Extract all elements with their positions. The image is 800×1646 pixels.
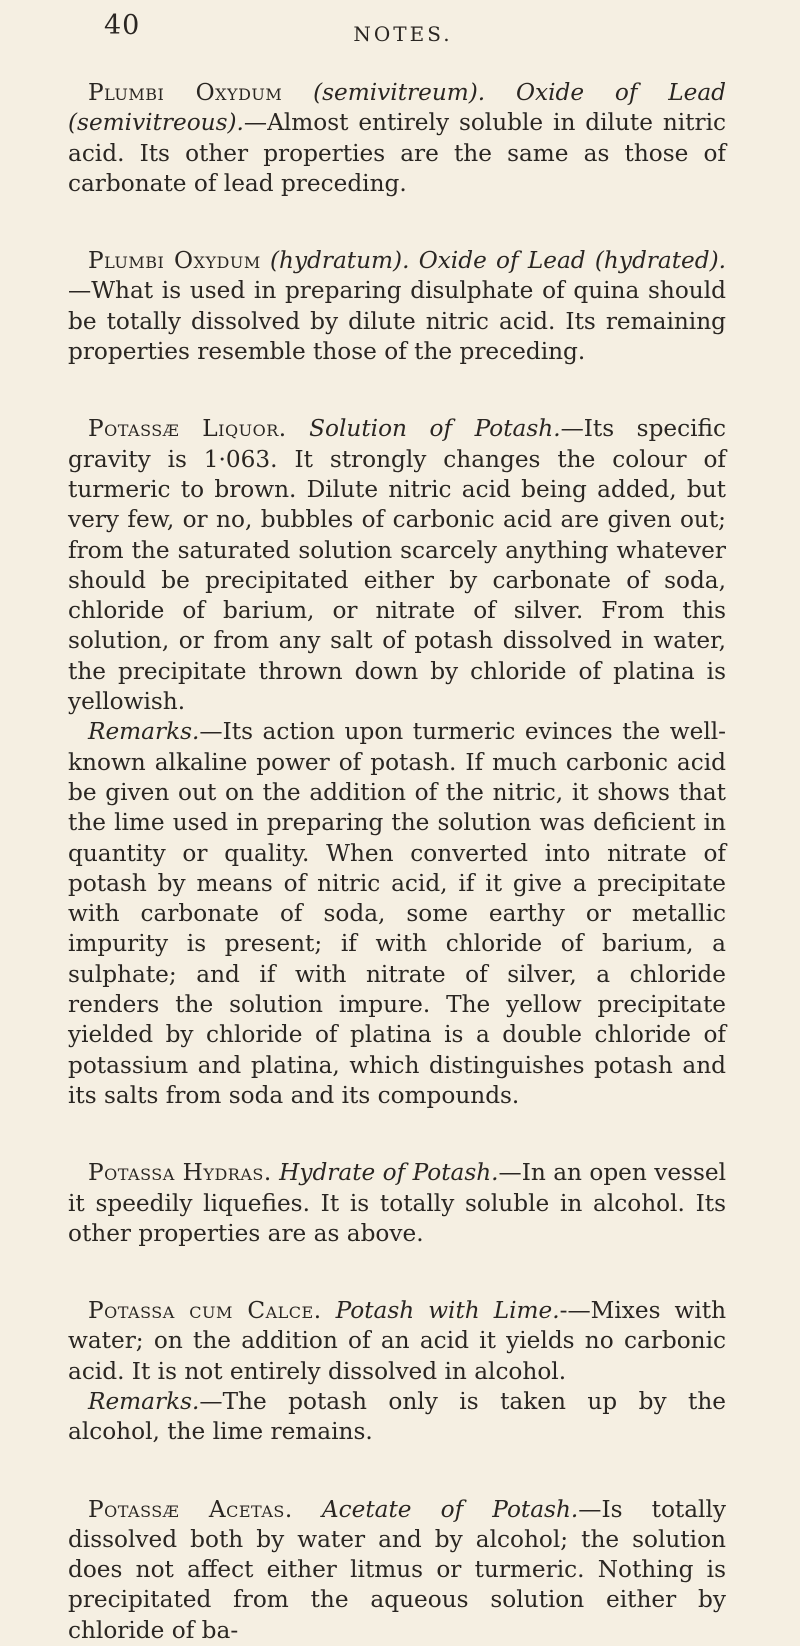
entry-remarks	[68, 1387, 726, 1448]
entry-latin: (semivitreum).	[313, 79, 486, 106]
entry-text	[68, 1296, 726, 1387]
entry-head: Potassa cum Calce.	[88, 1297, 322, 1325]
entry-remarks	[68, 717, 726, 1111]
entry-potassae-acetas	[68, 1495, 726, 1646]
entry-head: Potassæ Liquor.	[88, 415, 287, 443]
entry-english: Solution of Potash.	[309, 415, 561, 443]
entry-body: —In an open vessel it speedily liquefies. It is totally soluble in alcohol. Its other properties are as above.	[68, 1159, 726, 1247]
entry-english: Potash with Lime.	[335, 1297, 560, 1325]
entry-potassae-liquor	[68, 414, 726, 1111]
entry-english: Oxide of Lead (semivitreous).	[68, 79, 727, 137]
entry-plumbi-oxydum-hydratum	[68, 246, 726, 367]
entry-text	[68, 414, 726, 717]
entry-head: Plumbi Oxydum	[88, 247, 261, 275]
entry-potassa-cum-calce	[68, 1296, 726, 1447]
entry-head: Potassa Hydras.	[88, 1159, 272, 1187]
running-head: NOTES.	[353, 22, 453, 46]
entry-body: -—Mixes with water; on the addition of an acid it yields no carbonic acid. It is not entirely dissolved in alcohol.	[68, 1297, 727, 1385]
entry-english: Hydrate of Potash.	[279, 1159, 499, 1187]
entry-body: —Almost entirely soluble in dilute nitric acid. Its other properties are the same as those of carbonate of lead preceding.	[68, 109, 726, 197]
entry-body: —Its specific gravity is 1·063. It strongly changes the colour of turmeric to brown. Dilute nitric acid being added, but very few, or no, bubbles of carbonic acid are given out; from the saturated solution scarcely anything whatever should be precipitated either by carbonate of soda, chloride of barium, or nitrate of silver. From this solution, or from any salt of potash dissolved in water, the precipitate thrown down by chloride of platina is yellowish.	[68, 415, 726, 716]
entry-head: Plumbi Oxydum	[88, 79, 283, 106]
page-number: 40	[104, 10, 141, 41]
entry-potassa-hydras	[68, 1158, 726, 1249]
entry-body: —Is totally dissolved both by water and by alcohol; the solution does not affect either litmus or turmeric. Nothing is precipitated from the aqueous solution either by chloride of ba-	[68, 1495, 726, 1644]
remarks-label: Remarks.	[88, 1387, 200, 1415]
page-header	[68, 0, 726, 78]
remarks-body: —Its action upon turmeric evinces the well-known alkaline power of potash. If much carbonic acid be given out on the addition of the nitric, it shows that the lime used in preparing the solution was deficient in quantity or quality. When converted into nitrate of potash by means of nitric acid, if it give a precipitate with carbonate of soda, some earthy or metallic impurity is present; if with chloride of barium, a sulphate; and if with nitrate of silver, a chloride renders the solution impure. The yellow precipitate yielded by chloride of platina is a double chloride of potassium and platina, which distinguishes potash and its salts from soda and its compounds.	[68, 718, 726, 1109]
entry-english: Oxide of Lead (hydrated).	[418, 247, 726, 275]
remarks-body: —The potash only is taken up by the alcohol, the lime remains.	[68, 1387, 726, 1446]
remarks-label: Remarks.	[88, 718, 200, 746]
entry-body: —What is used in preparing disulphate of quina should be totally dissolved by dilute nitric acid. Its remaining properties resemble those of the preceding.	[68, 277, 726, 366]
entry-latin: (hydratum).	[269, 247, 410, 275]
entry-head: Potassæ Acetas.	[88, 1495, 293, 1523]
entry-plumbi-oxydum-semivitreum	[68, 78, 726, 199]
entry-english: Acetate of Potash.	[321, 1495, 579, 1523]
